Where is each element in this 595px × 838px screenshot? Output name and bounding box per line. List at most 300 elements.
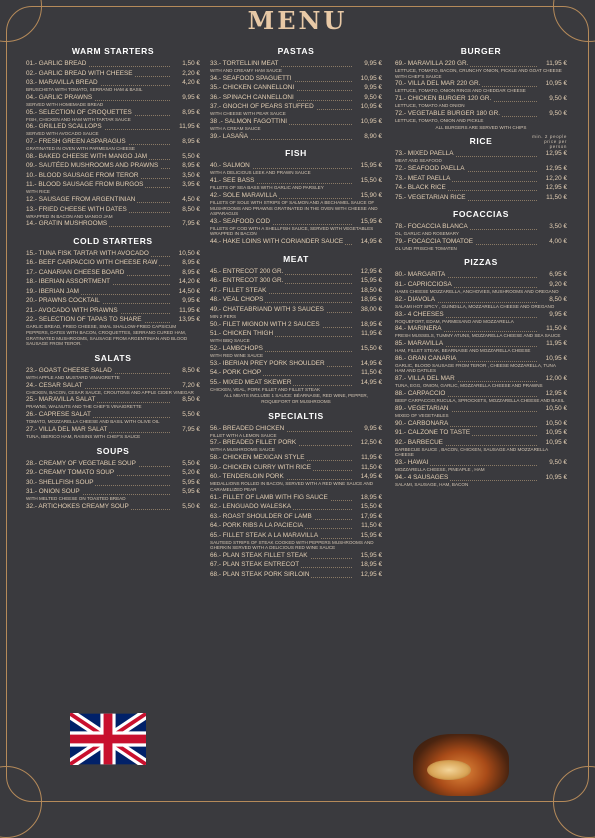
- menu-item-price: 4,00 €: [549, 237, 567, 245]
- menu-item: [395, 95, 567, 103]
- menu-item-name: 27.- VILLA DEL MAR SALAT: [26, 425, 108, 433]
- menu-item: [395, 459, 567, 467]
- menu-item-description: MIXED OF VEGETABLES: [395, 412, 449, 418]
- menu-item-name: 07.- FRESH GREEN ASPARAGUS: [26, 138, 126, 146]
- menu-item-name: 56.- BREADED CHICKEN: [210, 424, 285, 432]
- menu-item-name: 51.- CHICKEN THIGH: [210, 330, 274, 338]
- menu-item-price: 10,95 €: [545, 354, 567, 362]
- section-heading-text: FISH: [285, 148, 307, 159]
- menu-item-description: SAUTEED STRIPS OF STEAK COOKED WITH PEPPERS MUSHROOMS AND GHERKIN SERVED WITH A DELICIOUS RED WINE SAUCE: [210, 539, 374, 551]
- menu-item-description: SALAMI, SAUSAGE, HAM, BACON: [395, 481, 469, 487]
- menu-item-description: WITH MELTED CHEESE ON TOASTED BREAD: [26, 496, 126, 502]
- menu-item-price: 6,95 €: [549, 271, 567, 279]
- menu-item-description: LETTUCE, TOMATO AND ONION: [395, 103, 465, 109]
- section-heading-text: SPECIALTIS: [268, 410, 324, 421]
- menu-item-name: 67.- PLAN STEAK ENTRECOT: [210, 561, 300, 569]
- section-heading-text: SOUPS: [96, 445, 130, 456]
- section-heading-text: RICE: [469, 136, 493, 147]
- menu-item-price: 15,95 €: [360, 277, 382, 285]
- menu-item-description: MOZZARELLA CHEESE, PINEAPLE , HAM: [395, 466, 485, 472]
- menu-item-price: 18,95 €: [360, 561, 382, 569]
- menu-item: [26, 60, 200, 68]
- menu-column-right: [395, 40, 567, 489]
- menu-item-description: GARLIC BREAD, FRIED CHEESE, SMAL SHALLOW-FRIED CAPSICUM PEPPERS, DATES WITH BACON, CROQUETTES, SERRANO CURED HAM, GRATINATED MUSHROOMS, SAUSAGE FROM ARGENTINIAN AND BLOOD SAUSAGE FROM TEROR.: [26, 324, 188, 347]
- menu-item: [210, 425, 382, 433]
- menu-column-left: [26, 40, 200, 512]
- menu-item-name: 79.- FOCACCIA TOMATOE: [395, 237, 474, 245]
- menu-item-name: 06.- GRILLED SCALLOPS: [26, 123, 102, 131]
- menu-item: [395, 223, 567, 231]
- menu-item-name: 39.- LASAÑA: [210, 132, 249, 140]
- menu-item: [395, 184, 567, 192]
- menu-item: [210, 306, 382, 314]
- menu-item: [395, 375, 567, 383]
- menu-item-description: BEEF CARPACCIO,RUCULA, SPROCKETS, MOZZARELLA CHEESE AND BASIL: [395, 398, 565, 404]
- menu-item-name: 86.- GRAN CANARIA: [395, 354, 457, 362]
- menu-item-price: 10,95 €: [545, 429, 567, 437]
- menu-item-description: WITH A CREAM SAUCE: [210, 126, 261, 132]
- menu-item: [210, 133, 382, 141]
- menu-item-name: 84.- MARINERA: [395, 325, 442, 333]
- menu-item-name: 08.- BAKED CHEESE WITH MANGO JAM: [26, 152, 148, 160]
- menu-item: [26, 123, 200, 131]
- menu-item-price: 11,95 €: [361, 330, 382, 338]
- menu-item: [210, 503, 382, 511]
- menu-item: [26, 94, 200, 102]
- menu-item-name: 91.- CALZONE TO TASTE: [395, 429, 471, 437]
- menu-item-name: 30.- SHELLFISH SOUP: [26, 478, 94, 486]
- menu-item-description: LETTUCE, TOMATO, BACON, CRUNCHY ONION, PICKLE AND GOAT CHEESE WITH CHEF'S SAUCE: [395, 68, 562, 79]
- menu-item: [395, 175, 567, 183]
- menu-item-name: 85.- MARAVILLA: [395, 340, 444, 348]
- menu-item-price: 9,95 €: [364, 424, 382, 432]
- menu-item: [26, 138, 200, 146]
- menu-item-price: 8,50 €: [182, 205, 200, 213]
- menu-item: [26, 70, 200, 78]
- menu-item-price: 18,50 €: [360, 286, 382, 294]
- menu-item-price: 15,95 €: [360, 162, 382, 170]
- menu-item-description: BARBECUE SAUCE , BACON, CHICKEN, SAUSAGE AND MOZZARELLA CHEESE: [395, 446, 548, 458]
- menu-item: [26, 181, 200, 189]
- menu-item: [210, 94, 382, 102]
- menu-item-price: 5,50 €: [182, 502, 200, 510]
- menu-item: [210, 532, 382, 540]
- menu-item: [395, 390, 567, 398]
- menu-item: [395, 238, 567, 246]
- menu-item-price: 4,20 €: [182, 79, 200, 86]
- menu-item-price: 14,20 €: [178, 278, 200, 286]
- menu-item-name: 90.- CARBONARA: [395, 419, 449, 427]
- menu-item-price: 10,95 €: [545, 473, 567, 481]
- menu-item: [210, 192, 382, 200]
- menu-item-name: 18.- IBERIAN ASSORTMENT: [26, 278, 111, 286]
- menu-item-name: 68.- PLAN STEAK PORK SIRLOIN: [210, 570, 310, 578]
- menu-item-price: 13,95 €: [178, 316, 200, 324]
- section-heading: [26, 236, 200, 246]
- menu-item-name: 81.- CAPRICCIOSA: [395, 280, 452, 288]
- menu-item-price: 18,95 €: [360, 493, 382, 501]
- menu-item-price: 5,95 €: [182, 488, 200, 496]
- menu-item-description: WRAPPED IN BACON AND MANGO JAM: [26, 213, 113, 219]
- menu-item-price: 15,50 €: [360, 503, 382, 510]
- menu-item: [26, 396, 200, 404]
- menu-item-price: 10,50 €: [178, 249, 200, 257]
- menu-item-name: 93.- HAWAI: [395, 458, 429, 466]
- menu-item-price: 5,50 €: [182, 152, 200, 160]
- menu-item: [210, 238, 382, 246]
- menu-item-name: 75.- VEGETARIAN RICE: [395, 193, 466, 201]
- menu-item-name: 88.- CARPACCIO: [395, 390, 446, 398]
- menu-item: [26, 382, 200, 390]
- menu-item-price: 10,95 €: [360, 103, 382, 111]
- menu-item-name: 31.- ONION SOUP: [26, 488, 80, 496]
- menu-item: [26, 503, 200, 511]
- menu-item-name: 72.- VEGETABLE BURGER 180 GR.: [395, 109, 501, 117]
- menu-item-name: 92.- BARBECUE: [395, 438, 443, 446]
- menu-item-description: HAM, FILLET STEAK, BEARNAISE AND MOZZARELLA CHEESE: [395, 348, 531, 354]
- menu-item-description: WITH APPLE AND MUSTARD VINAIGRETTE: [26, 374, 120, 380]
- menu-item: [26, 220, 200, 228]
- menu-item-price: 11,50 €: [361, 463, 382, 471]
- menu-item-name: 35.- CHICKEN CANNELLONI: [210, 84, 295, 92]
- menu-item-name: 13.- FRIED CHEESE WITH DATES: [26, 205, 127, 213]
- menu-item-name: 25.- MARAVILLA SALAT: [26, 396, 96, 404]
- menu-item-description: BRUSCHETA WITH TOMATO, SERRANO HAM & BASIL: [26, 87, 143, 92]
- menu-item: [210, 118, 382, 126]
- menu-item-name: 57.- BREADED FILLET PORK: [210, 439, 297, 447]
- menu-item: [210, 162, 382, 170]
- menu-item-price: 8,95 €: [182, 268, 200, 276]
- menu-item-description: WITH RED WINE SAUCE: [210, 352, 264, 358]
- menu-item-price: 7,95 €: [182, 220, 200, 228]
- menu-item-description: MEDALLIONS ROLLED IN BACON, SERVED WITH A RED WINE SAUCE AND CARAMELIZED PEAR: [210, 481, 374, 492]
- menu-item-name: 05.- SELECTION OF CROQUETTES: [26, 108, 132, 116]
- menu-item-name: 24.- CESAR SALAT: [26, 381, 83, 389]
- menu-item-name: 32.- ARTICHOKES CREAMY SOUP: [26, 502, 129, 510]
- menu-item-name: 44.- HAKE LOINS WITH CORIANDER SAUCE: [210, 238, 344, 246]
- menu-item-description: PRAWNS, WALNUTS AND THE CHEF'S VINAIGRETTE: [26, 404, 142, 410]
- menu-item-name: 73.- MEAT PAELLA: [395, 174, 451, 182]
- menu-item-name: 52.- LAMBCHOPS: [210, 344, 263, 352]
- menu-item-name: 78.- FOCACCIA BLANCA: [395, 223, 468, 231]
- section-heading-text: SALATS: [94, 352, 132, 363]
- menu-item-name: 60.- TENDERLOIN PORK: [210, 473, 284, 481]
- menu-item-name: 63.- ROAST SHOULDER OF LAMB: [210, 512, 312, 520]
- menu-item-price: 11,50 €: [361, 522, 382, 529]
- menu-item-price: 10,50 €: [545, 404, 567, 412]
- menu-item-name: 69.- MARAVILLA 220 GR.: [395, 60, 469, 67]
- menu-item-price: 11,50 €: [546, 193, 567, 201]
- menu-item-name: 82.- DIAVOLA: [395, 295, 436, 303]
- menu-item-description: FRESH MUSSELS, TUMMY ATUNS, MOZZARELLA CHEESE AND SEA SAUCE: [395, 333, 561, 339]
- menu-item: [26, 469, 200, 477]
- menu-item-description: CHICKEN, BACON, CESAR SAUCE, CROUTONS AND APPLE CIDER VINEGAR: [26, 389, 194, 395]
- menu-item-name: 89.- VEGETARIAN: [395, 404, 449, 412]
- menu-item-name: 62.- LENGUADO WALESKA: [210, 503, 292, 510]
- section-footnote: ALL MEATS INCLUDE 1 SAUCE: BÉARNAISE, RED WINE, PEPPER, ROQUEFORT OR MUSHROOMS: [224, 393, 368, 404]
- menu-item-name: 54.- PORK CHOP: [210, 369, 262, 377]
- menu-item-price: 11,95 €: [546, 340, 567, 348]
- section-heading: [210, 254, 382, 264]
- menu-item-price: 14,95 €: [360, 238, 382, 246]
- menu-item-description: CHICKEN, VEAL, PORK FILLET AND FILLET STEAK: [210, 386, 321, 392]
- menu-item: [26, 307, 200, 315]
- menu-item-price: 11,95 €: [179, 306, 200, 314]
- menu-item-price: 15,95 €: [360, 217, 382, 225]
- menu-item: [395, 355, 567, 363]
- section-heading: [395, 46, 567, 56]
- menu-item-price: 8,95 €: [182, 138, 200, 146]
- section-heading: [210, 148, 382, 158]
- menu-item-price: 9,20 €: [549, 280, 567, 288]
- menu-item-name: 55.- MIXED MEAT SKEWER: [210, 378, 292, 386]
- menu-item: [395, 405, 567, 413]
- menu-item: [26, 206, 200, 214]
- menu-item-price: 14,50 €: [178, 287, 200, 295]
- menu-item: [26, 153, 200, 161]
- menu-item: [395, 325, 567, 333]
- menu-item-description: ROQUEFORT, EDAM, PARMESANO AND MOZZARELLA: [395, 318, 514, 324]
- menu-item-name: 42.- SOLE MARAVILLA: [210, 191, 278, 199]
- menu-item-price: 7,95 €: [182, 425, 200, 433]
- menu-item-description: WITH CHEESE WITH PEAR SAUCE: [210, 111, 286, 117]
- menu-item-name: 16.- BEEF CARPACCIO WITH CHEESE RAW: [26, 259, 158, 267]
- menu-item: [26, 297, 200, 305]
- menu-item-name: 12.- SAUSAGE FROM ARGENTINIAN: [26, 196, 136, 204]
- menu-item-name: 83.- 4 CHEESES: [395, 310, 444, 318]
- menu-item: [210, 84, 382, 92]
- menu-item-description: TOMATO, MOZZARELLA CHEESE AND BASIL WITH OLIVE OIL: [26, 419, 160, 425]
- menu-item-name: 34.- SEAFOOD SPAGUETTI: [210, 74, 292, 82]
- menu-item: [395, 60, 567, 68]
- menu-item: [210, 439, 382, 447]
- menu-item-name: 40.- SALMON: [210, 162, 250, 170]
- menu-item: [395, 296, 567, 304]
- section-heading-text: PIZZAS: [464, 257, 498, 268]
- menu-item-name: 37.- GNOCHI OF PEARS STUFFED: [210, 103, 314, 111]
- menu-item-name: 10.- BLOOD SAUSAGE FROM TEROR: [26, 171, 139, 179]
- menu-item: [395, 271, 567, 279]
- section-heading: [210, 46, 382, 56]
- menu-item-price: 8,50 €: [182, 396, 200, 404]
- menu-item-price: 3,50 €: [549, 223, 567, 231]
- menu-item: [395, 110, 567, 118]
- menu-item: [26, 79, 200, 87]
- menu-item-price: 15,50 €: [360, 177, 382, 185]
- menu-item-description: FILLETS OF COD WITH A SHELLFISH SAUCE, SERVED WITH VEGETABLES WRAPPED IN BACON: [210, 225, 374, 237]
- menu-item: [395, 429, 567, 437]
- menu-item: [210, 268, 382, 276]
- menu-item-price: 11,50 €: [546, 325, 567, 333]
- menu-item-name: 50.- FILET MIGNON WITH 2 SAUCES: [210, 320, 320, 328]
- menu-item-description: OL, GARLIC AND ROSEMARY: [395, 231, 459, 237]
- menu-item-name: 64.- PORK RIBS A LA PACIECIA: [210, 522, 304, 529]
- menu-item-description: TUNA, IBERICO HAM, RAISINS WITH CHEF'S SAUCE: [26, 433, 141, 439]
- menu-item-description: GARLIC, BLOOD SAUSAGE FROM TEROR , CHEESE MOZZARELLA, TUNA HAM AND DATILES: [395, 362, 556, 374]
- menu-item: [210, 321, 382, 329]
- menu-item-price: 9,50 €: [549, 458, 567, 466]
- menu-item-name: 33.- TORTELLINI MEAT: [210, 60, 279, 67]
- menu-item: [395, 150, 567, 158]
- menu-item: [26, 411, 200, 419]
- pizza-image: [427, 760, 471, 780]
- menu-item-price: 15,90 €: [360, 191, 382, 199]
- menu-item-price: 8,95 €: [182, 108, 200, 116]
- menu-item: [26, 172, 200, 180]
- section-heading-text: WARM STARTERS: [71, 46, 155, 56]
- section-heading: [210, 411, 382, 421]
- menu-item: [26, 479, 200, 487]
- menu-item-price: 9,95 €: [182, 297, 200, 305]
- menu-item-description: LETTUCE, TOMATO, ONION AND PICKLE: [395, 117, 484, 123]
- pizza-oven-photo: [413, 734, 509, 796]
- section-heading: [395, 134, 567, 150]
- section-heading-text: FOCACCIAS: [453, 209, 509, 220]
- menu-item: [26, 316, 200, 324]
- menu-item-name: 65.- FILLET STEAK A LA MARAVILLA: [210, 531, 319, 539]
- menu-item-price: 8,50 €: [182, 366, 200, 374]
- menu-item-name: 74.- BLACK RICE: [395, 184, 446, 192]
- menu-item: [26, 269, 200, 277]
- section-heading-text: MEAT: [283, 253, 309, 264]
- menu-item-price: 14,95 €: [360, 359, 382, 367]
- menu-item: [210, 345, 382, 353]
- menu-item-price: 17,95 €: [360, 512, 382, 520]
- menu-item: [26, 488, 200, 496]
- menu-item: [395, 194, 567, 202]
- menu-item-price: 9,95 €: [549, 310, 567, 318]
- menu-item-price: 14,95 €: [360, 378, 382, 386]
- menu-item-name: 45.- ENTRECOT 200 GR.: [210, 267, 284, 275]
- menu-item: [395, 439, 567, 447]
- menu-item-price: 15,50 €: [360, 344, 382, 352]
- menu-item-price: 12,95 €: [360, 570, 382, 578]
- menu-item: [210, 513, 382, 521]
- menu-item-name: 73.- MIXED PAELLA: [395, 150, 454, 158]
- menu-item-price: 38,00 €: [360, 305, 382, 313]
- menu-item-price: 15,95 €: [360, 531, 382, 539]
- menu-item-name: 58.- CHICKEN MEXICAN STYLE: [210, 454, 305, 462]
- section-heading: [395, 257, 567, 267]
- menu-item: [210, 369, 382, 377]
- menu-item: [395, 474, 567, 482]
- menu-item-name: 94.- 4 SAUSAGES: [395, 473, 449, 481]
- menu-item-description: OL UND FRISCHE TOMATEN: [395, 245, 457, 251]
- menu-item-price: 18,95 €: [360, 320, 382, 328]
- menu-item-name: 47.- FILLET STEAK: [210, 286, 267, 294]
- menu-item-price: 11,95 €: [361, 454, 382, 462]
- menu-item-description: WITH A MUSHROOMS SAUCE: [210, 447, 275, 453]
- menu-item-name: 20.- PRAWNS COCKTAIL: [26, 297, 100, 305]
- menu-item-price: 12,95 €: [360, 267, 382, 275]
- menu-item-price: 18,95 €: [360, 296, 382, 304]
- menu-item: [26, 288, 200, 296]
- menu-item: [210, 218, 382, 226]
- menu-item-price: 10,95 €: [545, 80, 567, 88]
- menu-item-name: 17.- CANARIAN CHEESE BOARD: [26, 268, 125, 276]
- menu-item-price: 8,90 €: [364, 132, 382, 140]
- menu-item-price: 5,20 €: [182, 469, 200, 477]
- menu-item-name: 70.- VILLA DEL MAR 220 GR.: [395, 80, 481, 88]
- section-heading: [395, 209, 567, 219]
- menu-item: [395, 340, 567, 348]
- menu-item-price: 9,50 €: [549, 109, 567, 117]
- menu-item: [26, 460, 200, 468]
- menu-item: [210, 277, 382, 285]
- menu-item-name: 22.- SELECTION OF TAPAS TO SHARE: [26, 316, 142, 324]
- menu-item-price: 15,95 €: [360, 551, 382, 559]
- menu-item-name: 38 .- SALMON FAGOTTINI: [210, 118, 288, 126]
- menu-item-name: 29.- CREAMY TOMATO SOUP: [26, 469, 115, 477]
- menu-item-name: 04.- GARLIC PRAWNS: [26, 93, 93, 101]
- menu-item: [210, 330, 382, 338]
- menu-item-name: 28.- CREAMY OF VEGETABLE SOUP: [26, 459, 136, 467]
- menu-item-name: 49.- CHATEABRIAND WITH 3 SAUCES: [210, 305, 324, 313]
- menu-item: [395, 281, 567, 289]
- menu-item-price: 10,95 €: [545, 438, 567, 446]
- menu-item-name: 36.- SPINACH CANNELLONI: [210, 93, 294, 101]
- menu-item-description: LETTUCE, TOMATO, ONION RINGS AND CHEDDAR CHEESE: [395, 88, 526, 94]
- menu-item-price: 10,50 €: [545, 419, 567, 427]
- menu-item: [210, 379, 382, 387]
- menu-item: [26, 196, 200, 204]
- menu-item: [210, 360, 382, 368]
- menu-item-price: 9,50 €: [549, 95, 567, 103]
- menu-item-price: 8,50 €: [549, 295, 567, 303]
- menu-item: [210, 454, 382, 462]
- menu-item-name: 14.- GRATIN MUSHROOMS: [26, 220, 108, 228]
- uk-flag-icon[interactable]: [70, 713, 146, 765]
- menu-item-name: 59.- CHICKEN CURRY WITH RICE: [210, 463, 311, 471]
- menu-item: [395, 165, 567, 173]
- menu-item-price: 5,95 €: [182, 478, 200, 486]
- menu-item-description: WITH BBQ SAUCE: [210, 338, 250, 344]
- menu-item: [26, 259, 200, 267]
- menu-item-price: 10,95 €: [360, 74, 382, 82]
- menu-item-name: 41.- SEE BASS: [210, 177, 255, 185]
- menu-item-description: GRATINATED IN OVEN WITH PARMESAN CHEESE: [26, 146, 135, 152]
- menu-item-description: WITH RICE: [26, 189, 50, 195]
- menu-item: [395, 80, 567, 88]
- menu-item-price: 12,95 €: [545, 150, 567, 158]
- menu-item-price: 9,50 €: [364, 93, 382, 101]
- menu-item-price: 8,95 €: [182, 259, 200, 267]
- section-heading-text: BURGER: [460, 46, 502, 56]
- menu-item-price: 3,95 €: [182, 181, 200, 189]
- menu-item: [26, 109, 200, 117]
- menu-item-name: 11.- BLOOD SAUSAGE FROM BURGOS: [26, 181, 144, 189]
- menu-item: [210, 473, 382, 481]
- menu-item: [26, 162, 200, 170]
- menu-column-middle: [210, 40, 382, 580]
- menu-item-description: WITH A DELICIOUS LEEK AND PRAWN SAUCE: [210, 170, 311, 176]
- menu-item-price: 14,95 €: [360, 473, 382, 481]
- menu-item-name: 21.- AVOCADO WITH PRAWNS: [26, 306, 118, 314]
- section-heading: [26, 46, 200, 56]
- menu-item-description: TUNA, EGG, ONION, GARLIC, MOZZARELLA CHEESE AND PRAWNS: [395, 383, 543, 389]
- menu-item: [210, 75, 382, 83]
- menu-item-name: 02.- GARLIC BREAD WITH CHEESE: [26, 69, 133, 77]
- menu-item: [210, 552, 382, 560]
- menu-title: MENU: [247, 6, 348, 35]
- menu-item-name: 03.- MARAVILLA BREAD: [26, 79, 98, 86]
- menu-item: [26, 250, 200, 258]
- menu-item-price: 5,50 €: [182, 411, 200, 419]
- menu-item-price: 7,20 €: [182, 381, 200, 389]
- menu-item: [210, 464, 382, 472]
- menu-item-price: 12,20 €: [545, 174, 567, 182]
- section-heading-text: COLD STARTERS: [73, 235, 153, 246]
